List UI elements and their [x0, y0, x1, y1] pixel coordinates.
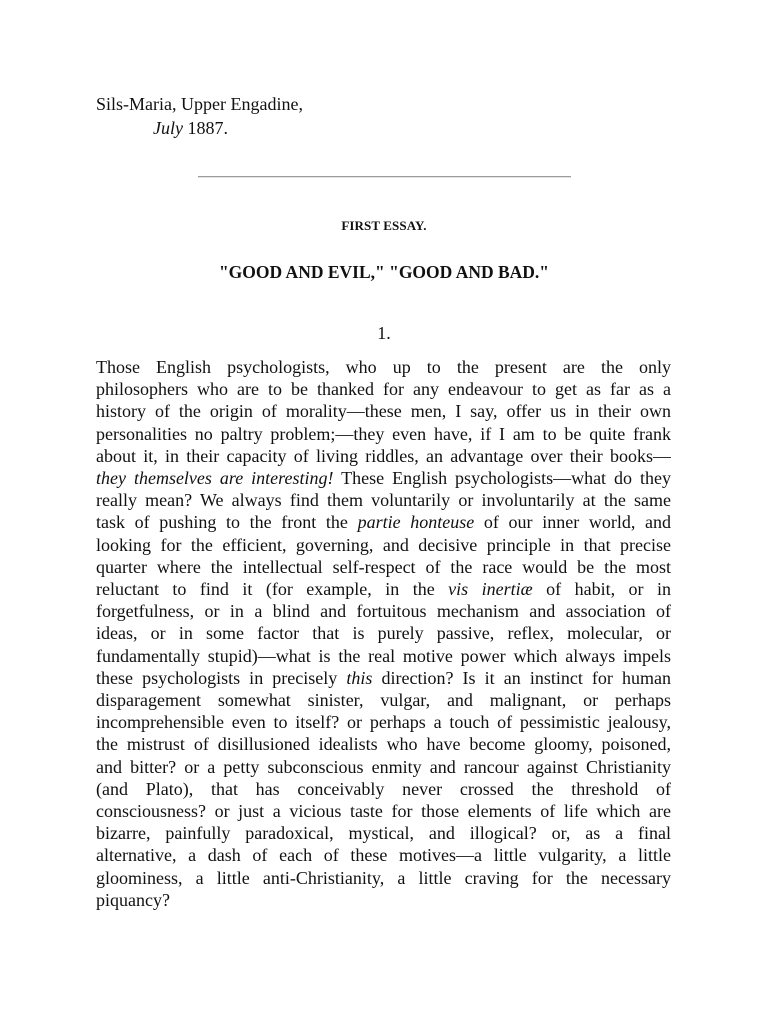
- text-line: consciousness? or just a vicious taste for those elements of life which are: [96, 801, 671, 822]
- text-line: personalities no paltry problem;—they even have, if I am to be quite frank: [96, 423, 671, 444]
- text-segment: of habit, or in: [532, 579, 671, 600]
- text-line: forgetfulness, or in a blind and fortuitous mechanism and association of: [96, 601, 671, 622]
- text-line: about it, in their capacity of living riddles, an advantage over their books—: [96, 445, 671, 466]
- text-line: gloominess, a little anti-Christianity, a little craving for the necessary: [96, 867, 671, 888]
- italic-phrase: this: [346, 667, 373, 688]
- text-line: ideas, or in some factor that is purely passive, reflex, molecular, or: [96, 623, 671, 644]
- text-line: (and Plato), that has conceivably never crossed the threshold of: [96, 778, 671, 799]
- dateline: [96, 92, 303, 140]
- italic-phrase: partie honteuse: [357, 512, 475, 533]
- dateline-month: July: [153, 118, 183, 138]
- text-line: bizarre, painfully paradoxical, mystical, and illogical? or, as a final: [96, 823, 671, 844]
- horizontal-rule: [198, 176, 571, 178]
- text-line: incomprehensible even to itself? or perhaps a touch of pessimistic jealousy,: [96, 712, 671, 733]
- text-line: looking for the efficient, governing, and decisive principle in that precise: [96, 534, 671, 555]
- text-line: [96, 667, 671, 689]
- text-line: fundamentally stupid)—what is the real motive power which always impels: [96, 645, 671, 666]
- text-line: piquancy?: [96, 889, 170, 910]
- text-segment: These English psychologists—what do they: [333, 468, 671, 489]
- text-segment: these psychologists in precisely: [96, 667, 347, 688]
- essay-title: "GOOD AND EVIL," "GOOD AND BAD.": [218, 262, 550, 282]
- text-line: Those English psychologists, who up to the present are the only: [96, 357, 671, 377]
- text-line: [96, 578, 671, 600]
- text-line: the mistrust of disillusioned idealists who have become gloomy, poisoned,: [96, 734, 671, 755]
- italic-phrase: they themselves are interesting!: [96, 468, 334, 489]
- text-line: really mean? We always find them voluntarily or involuntarily at the same: [96, 490, 671, 511]
- dateline-place: Sils-Maria, Upper Engadine,: [96, 94, 303, 114]
- text-line: disparagement somewhat sinister, vulgar, and malignant, or perhaps: [96, 690, 671, 711]
- text-line: [96, 467, 671, 489]
- text-line: history of the origin of morality—these men, I say, offer us in their own: [96, 401, 671, 422]
- text-line: [96, 511, 671, 533]
- text-segment: direction? Is it an instinct for human: [372, 667, 671, 688]
- body-paragraph: [96, 356, 671, 911]
- text-line: alternative, a dash of each of these motives—a little vulgarity, a little: [96, 845, 671, 866]
- dateline-year: 1887.: [187, 118, 228, 138]
- dateline-date: [96, 116, 303, 140]
- essay-label: FIRST ESSAY.: [341, 218, 427, 233]
- italic-phrase: vis inertiæ: [448, 579, 533, 600]
- section-number: 1.: [377, 323, 391, 343]
- text-segment: of our inner world, and: [474, 512, 671, 533]
- text-line: philosophers who are to be thanked for any endeavour to get as far as a: [96, 379, 671, 400]
- text-segment: task of pushing to the front the: [96, 512, 358, 533]
- text-line: quarter where the intellectual self-respect of the race would be the most: [96, 556, 671, 577]
- text-line: and bitter? or a petty subconscious enmity and rancour against Christianity: [96, 756, 671, 777]
- text-segment: reluctant to find it (for example, in the: [96, 579, 449, 600]
